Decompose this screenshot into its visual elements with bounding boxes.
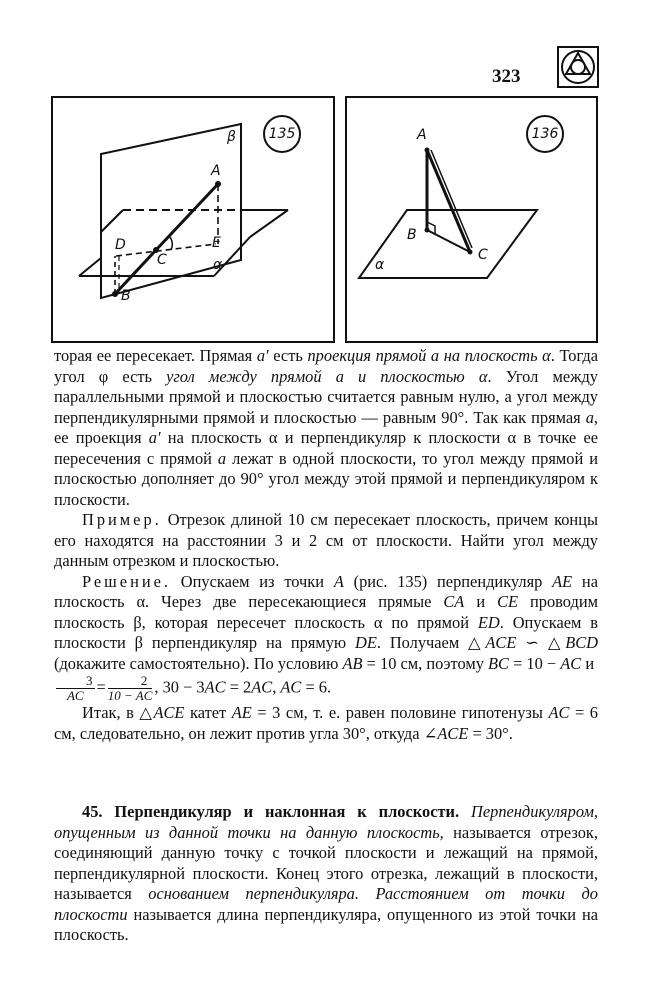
label-beta: β bbox=[227, 129, 236, 145]
label-c: C bbox=[478, 247, 488, 263]
paragraph-conclusion: Итак, в △ACE катет AE = 3 см, т. е. равен половине гипотенузы AC = 6 см, следовательно, он лежит против угла 30°, откуда ∠ACE = 30°. bbox=[54, 703, 598, 743]
plane-alpha bbox=[359, 210, 537, 278]
label-b: B bbox=[121, 288, 131, 304]
fraction-3-over-ac: $\frac{3}{AC}$ bbox=[56, 674, 95, 703]
paragraph-section-45: 45. Перпендикуляр и наклонная к плоскости. Перпендикуляром, опущенным из данной точки на данную плоскость, называется отрезок, соединяющий данную точку с точкой плоскости и лежащий на прямой, перпендикулярной плоскости. Конец этого отрезка, лежащий в плоскости, называется основанием перпендикуляра. Расстоянием от точки до плоскости называется длина перпендикуляра, опущенного из этой точки на плоскость. bbox=[54, 802, 598, 944]
figure-136 bbox=[345, 96, 598, 343]
main-text-bottom bbox=[54, 802, 598, 946]
fraction-2-over-10-ac: $\frac{2}{10 - AC}$ bbox=[107, 673, 153, 703]
label-alpha: α bbox=[375, 257, 385, 273]
page-number: 323 bbox=[492, 66, 521, 87]
label-d: D bbox=[115, 237, 126, 253]
section-heading: 45. Перпендикуляр и наклонная к плоскости. bbox=[82, 802, 460, 821]
label-a: A bbox=[211, 163, 221, 179]
label-e: E bbox=[212, 235, 221, 251]
slant-ac bbox=[427, 150, 470, 252]
label-alpha: α bbox=[213, 257, 223, 273]
figure-number-135: 135 bbox=[263, 115, 301, 153]
paragraph-example: Пример. Отрезок длиной 10 см пересекает плоскость, причем концы его находятся на расстоянии 3 и 2 см от плоскости. Найти угол между данным отрезком и плоскостью. bbox=[54, 510, 598, 570]
figure-number-136: 136 bbox=[526, 115, 564, 153]
circle-triangle-logo-icon bbox=[557, 46, 599, 93]
paragraph-solution: Решение. Опускаем из точки A (рис. 135) перпендикуляр AE на плоскость α. Через две пересекающиеся прямые CA и CE проводим плоскость β, которая пересечет плоскость α по прямой ED. Опускаем в плоскости β перпендикуляр на прямую DE. Получаем △ACE ∽ △BCD (докажите самостоятельно). По условию AB = 10 см, поэтому BC = 10 − AC и $\frac{3}{AC}$ = $\frac{2}{10 - AC}$ , 30 − 3AC = 2AC, AC = 6. bbox=[54, 571, 599, 703]
paragraph-projection: торая ее пересекает. Прямая a′ есть проекция прямой a на плоскость α. Тогда угол φ есть угол между прямой a и плоскостью α. Угол между параллельными прямой и плоскостью считается равным нулю, а угол между перпендикулярными прямой и плоскостью — равным 90°. Так как прямая a, ее проекция a′ на плоскость α и перпендикуляр к плоскости α в точке ее пересечения с прямой a лежат в одной плоскости, то угол между прямой и плоскостью дополняет до 90° угол между этой прямой и перпендикуляром к плоскости. bbox=[54, 346, 598, 509]
main-text-top bbox=[54, 346, 598, 744]
figure-135 bbox=[51, 96, 335, 343]
segment-ab bbox=[156, 184, 218, 250]
label-c: C bbox=[157, 252, 167, 268]
label-a: A bbox=[417, 127, 427, 143]
label-b: B bbox=[407, 227, 417, 243]
